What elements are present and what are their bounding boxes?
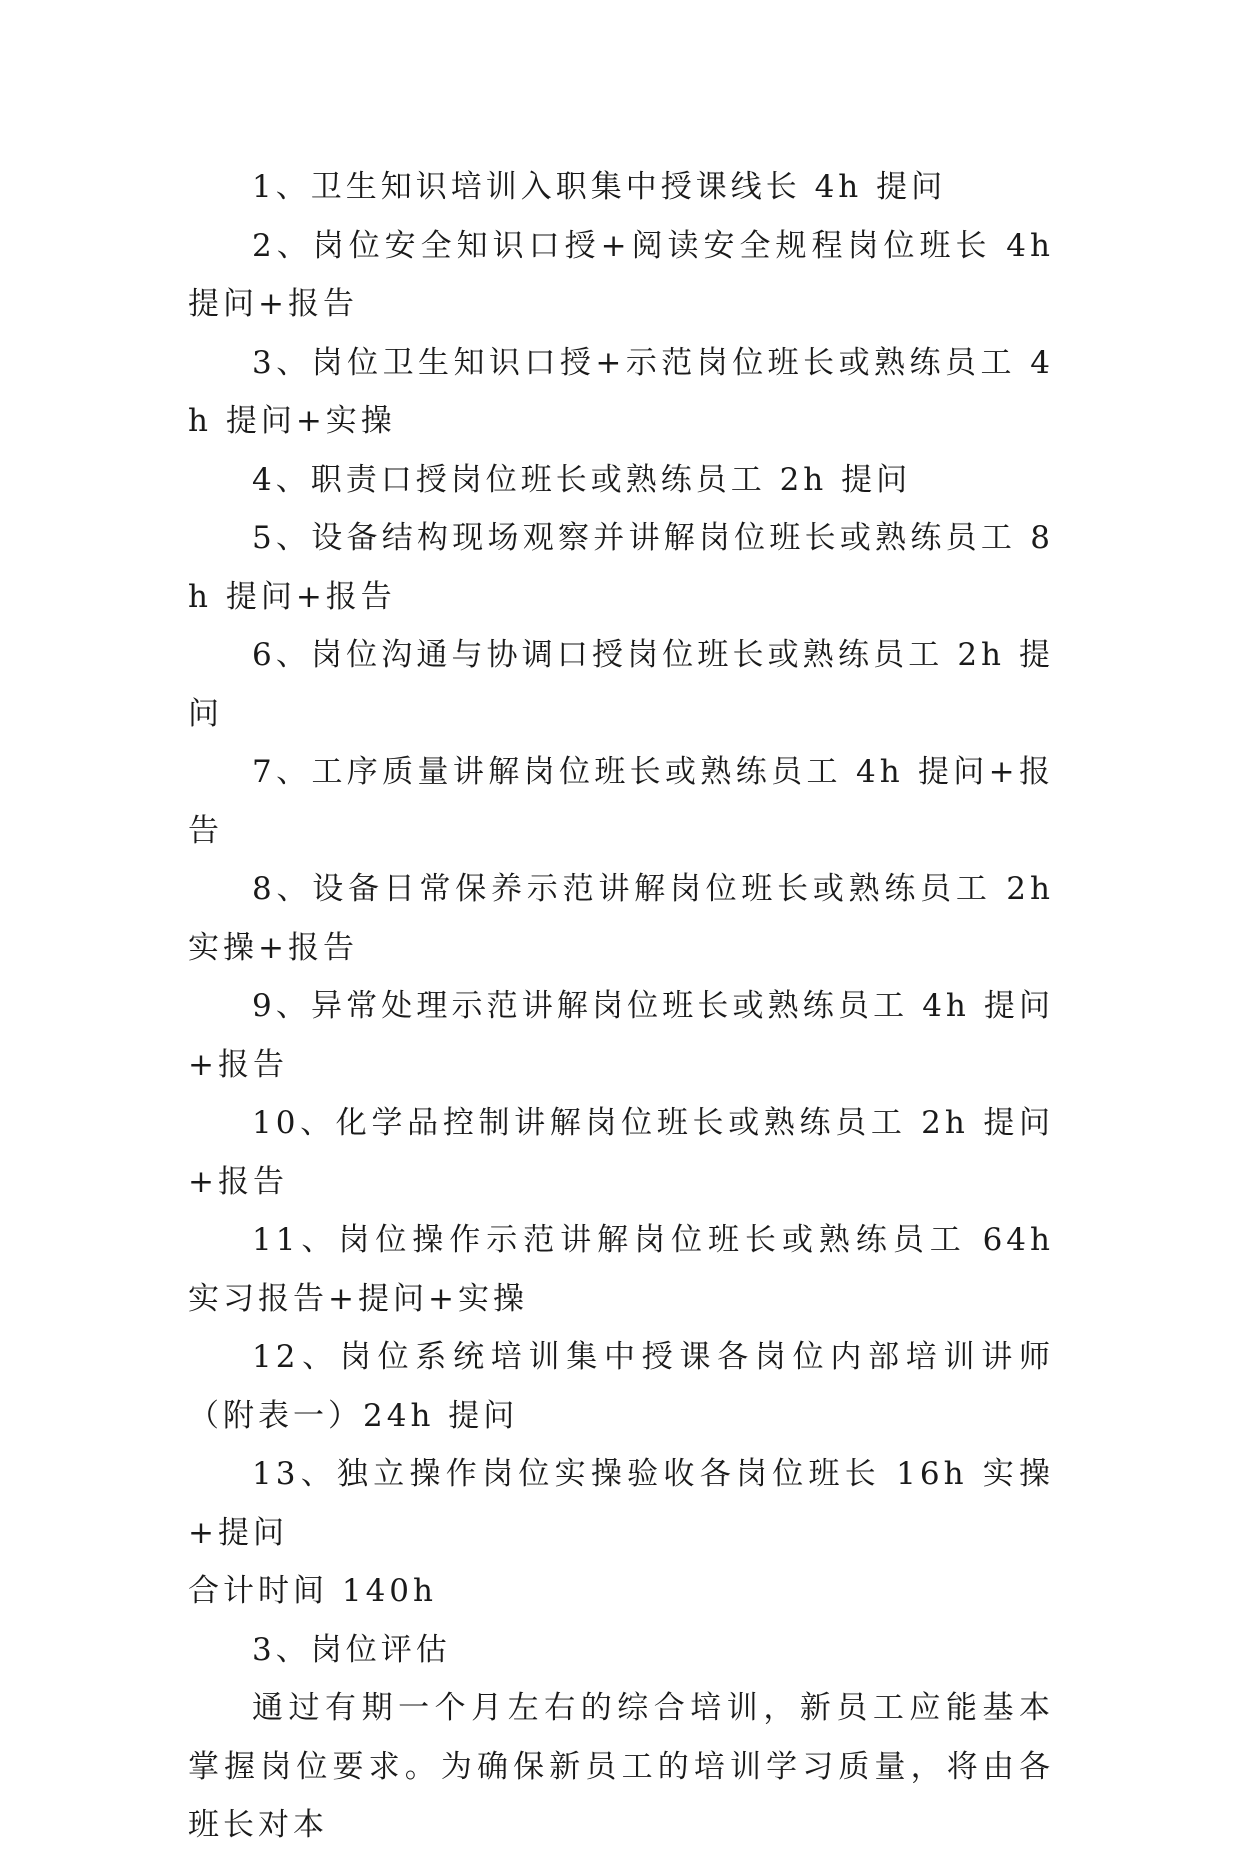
paragraph-item-5: 5、设备结构现场观察并讲解岗位班长或熟练员工 8h 提问+报告 [188, 520, 1054, 615]
paragraph-item-13: 13、独立操作岗位实操验收各岗位班长 16h 实操+提问 [188, 1456, 1054, 1551]
paragraph-item-8: 8、设备日常保养示范讲解岗位班长或熟练员工 2h 实操+报告 [188, 871, 1054, 966]
paragraph-item-3: 3、岗位卫生知识口授+示范岗位班长或熟练员工 4h 提问+实操 [188, 344, 1054, 439]
paragraph-item-7: 7、工序质量讲解岗位班长或熟练员工 4h 提问+报告 [188, 754, 1054, 849]
document-body [188, 158, 1054, 1855]
paragraph-item-9: 9、异常处理示范讲解岗位班长或熟练员工 4h 提问+报告 [188, 988, 1054, 1083]
paragraph-item-1: 1、卫生知识培训入职集中授课线长 4h 提问 [252, 169, 947, 205]
paragraph-item-6: 6、岗位沟通与协调口授岗位班长或熟练员工 2h 提问 [188, 637, 1054, 732]
paragraph-item-11: 11、岗位操作示范讲解岗位班长或熟练员工 64h 实习报告+提问+实操 [188, 1222, 1054, 1317]
paragraph-item-2: 2、岗位安全知识口授+阅读安全规程岗位班长 4h 提问+报告 [188, 227, 1054, 322]
paragraph-evaluation-body: 通过有期一个月左右的综合培训，新员工应能基本掌握岗位要求。为确保新员工的培训学习质量，将由各班长对本 [188, 1690, 1054, 1843]
section-heading-evaluation: 3、岗位评估 [252, 1631, 451, 1668]
paragraph-item-10: 10、化学品控制讲解岗位班长或熟练员工 2h 提问+报告 [188, 1105, 1054, 1200]
paragraph-item-12: 12、岗位系统培训集中授课各岗位内部培训讲师（附表一）24h 提问 [188, 1339, 1054, 1434]
paragraph-item-4: 4、职责口授岗位班长或熟练员工 2h 提问 [252, 461, 912, 498]
total-time-line: 合计时间 140h [188, 1573, 437, 1609]
